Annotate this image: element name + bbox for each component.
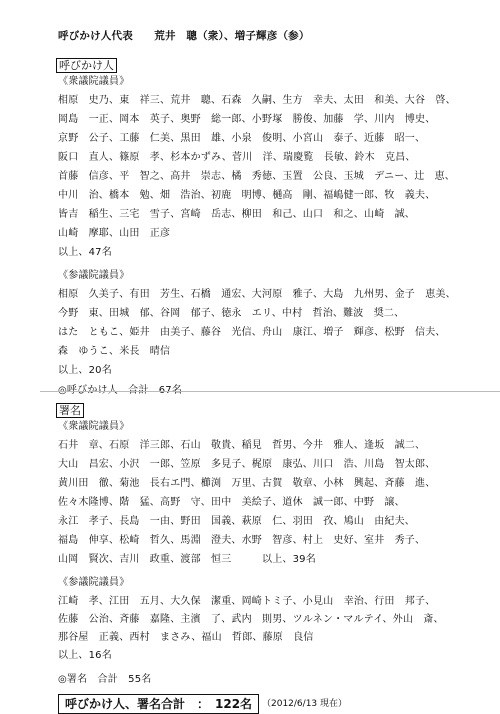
list-item: 江崎 孝、江田 五月、大久保 潔重、岡崎トミ子、小見山 幸治、行田 邦子、 [58, 596, 436, 607]
list-item: 岡島 一正、岡本 英子、奥野 総一郎、小野塚 勝俊、加藤 学、川内 博史、 [58, 114, 436, 125]
list-item: 那谷屋 正義、西村 まさみ、福山 哲郎、藤原 良信 [58, 632, 314, 643]
shomei-shu-subheading: 《衆議院議員》 [58, 421, 130, 432]
list-item: 黄川田 徹、菊池 長右エ門、櫛渕 万里、古賀 敬章、小林 興起、斉藤 進、 [58, 478, 436, 489]
list-item: 中川 治、橋本 勉、畑 浩治、初鹿 明博、樋高 剛、福嶋健一郎、牧 義夫、 [58, 190, 436, 201]
list-item: 京野 公子、工藤 仁美、黒田 雄、小泉 俊明、小宮山 泰子、近藤 昭一、 [58, 133, 426, 144]
list-item: 山岡 賢次、吉川 政重、渡部 恒三 以上、39名 [58, 554, 316, 565]
list-item: 相原 久美子、有田 芳生、石橋 通宏、大河原 雅子、大島 九州男、金子 恵美、 [58, 289, 456, 300]
list-item: 今野 東、田城 郁、谷岡 郁子、徳永 エリ、中村 哲治、難波 奨二、 [58, 308, 405, 319]
grand-total-box: 呼びかけ人、署名合計 ： 122名 [58, 694, 259, 714]
yobikake-san-count: 以上、20名 [58, 365, 112, 376]
shomei-san-subheading: 《参議院議員》 [58, 577, 130, 588]
list-item: 佐々木隆博、階 猛、高野 守、田中 美絵子、道休 誠一郎、中野 譲、 [58, 497, 405, 508]
yobikake-heading: 呼びかけ人 [56, 58, 117, 73]
list-item: 皆吉 稲生、三宅 雪子、宮崎 岳志、柳田 和己、山口 和之、山崎 誠、 [58, 209, 415, 220]
list-item: 石井 章、石原 洋三郎、石山 敬貴、稲見 哲男、今井 雅人、逢坂 誠二、 [58, 440, 426, 451]
list-item: 山崎 摩耶、山田 正彦 [58, 228, 171, 239]
yobikake-shu-subheading: 《衆議院議員》 [58, 76, 130, 87]
list-item: 首藤 信彦、平 智之、高井 崇志、橘 秀徳、玉置 公良、玉城 デニー、辻 恵、 [58, 171, 455, 182]
list-item: 森 ゆうこ、米長 晴信 [58, 346, 171, 357]
shomei-total: ◎署名 合計 55名 [58, 674, 152, 685]
list-item: 福島 伸享、松崎 哲久、馬淵 澄夫、水野 智彦、村上 史好、室井 秀子、 [58, 535, 426, 546]
list-item: 大山 昌宏、小沢 一郎、笠原 多見子、梶原 康弘、川口 浩、川島 智太郎、 [58, 459, 436, 470]
list-item: はた ともこ、姫井 由美子、藤谷 光信、舟山 康江、増子 輝彦、松野 信夫、 [58, 327, 446, 338]
list-item: 永江 孝子、長島 一由、野田 国義、萩原 仁、羽田 孜、鳩山 由紀夫、 [58, 516, 415, 527]
list-item: 阪口 直人、篠原 孝、杉本かずみ、菅川 洋、瑞慶覧 長敏、鈴木 克昌、 [58, 152, 416, 163]
shomei-heading: 署名 [56, 403, 84, 418]
list-item: 相原 史乃、東 祥三、荒井 聰、石森 久嗣、生方 幸夫、太田 和美、大谷 啓、 [58, 95, 456, 106]
section-divider [40, 391, 500, 392]
yobikake-san-subheading: 《参議院議員》 [58, 270, 130, 281]
grand-total-date: （2012/6/13 現在） [262, 699, 348, 709]
list-item: 佐藤 公治、斉藤 嘉隆、主濱 了、武内 則男、ツルネン・マルテイ、外山 斎、 [58, 614, 444, 625]
shomei-san-count: 以上、16名 [58, 650, 112, 661]
yobikake-shu-count: 以上、47名 [58, 247, 112, 258]
document-title: 呼びかけ人代表 荒井 聰（衆）、増子輝彦（参） [58, 30, 310, 42]
